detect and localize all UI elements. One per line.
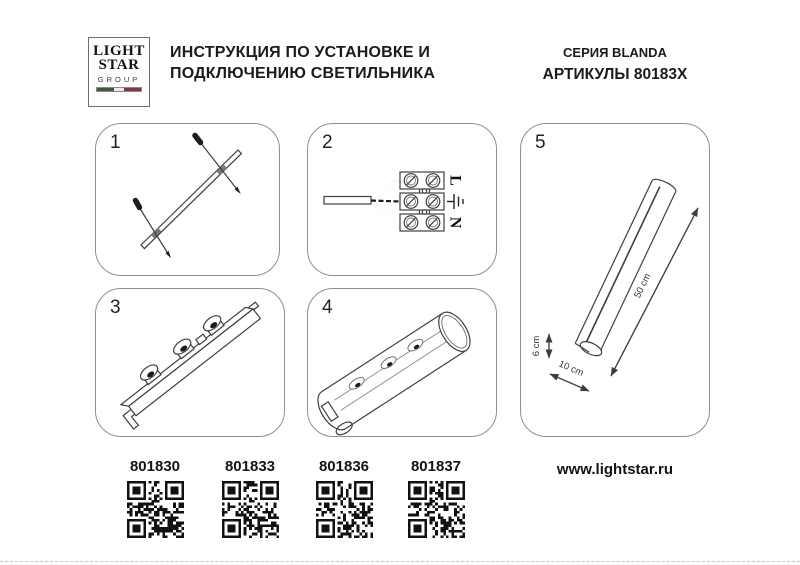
title-line-2: ПОДКЛЮЧЕНИЮ СВЕТИЛЬНИКА [170, 65, 436, 82]
qr-code [127, 481, 184, 538]
qr-code [408, 481, 465, 538]
website-url: www.lightstar.ru [556, 461, 674, 478]
height-dimension: 6 cm [531, 335, 542, 357]
neutral-label: N [446, 216, 464, 229]
product-qr-column [205, 458, 295, 543]
product-qr-column [299, 458, 389, 543]
qr-code [222, 481, 279, 538]
series-name: СЕРИЯ BLANDA [563, 45, 667, 60]
lightstar-logo [88, 37, 150, 107]
article-number: 801830 [129, 458, 181, 475]
page-title [170, 42, 435, 84]
diffuser-tube-diagram [308, 289, 498, 438]
product-qr-column [110, 458, 200, 543]
article-number: 801836 [318, 458, 370, 475]
step-number-1: 1 [110, 132, 121, 153]
product-qr-column [391, 458, 481, 543]
length-dimension: 50 cm [632, 271, 654, 300]
flag-segment-green [97, 88, 114, 91]
article-number: 801837 [410, 458, 462, 475]
logo-word-group: GROUP [97, 75, 141, 84]
step-number-5: 5 [535, 132, 546, 153]
earth-ground-icon [447, 194, 463, 209]
live-label: L [446, 175, 464, 186]
step-panel-4 [307, 288, 497, 437]
step-number-2: 2 [322, 132, 333, 153]
title-line-1: ИНСТРУКЦИЯ ПО УСТАНОВКЕ И [170, 44, 431, 61]
mounting-bar-diagram [96, 124, 281, 277]
fixture-base-diagram [96, 289, 286, 438]
articles-code: АРТИКУЛЫ 80183X [542, 66, 688, 83]
step-panel-1 [95, 123, 280, 276]
depth-dimension: 10 cm [556, 358, 586, 379]
step-panel-5 [520, 123, 710, 437]
step-number-3: 3 [110, 297, 121, 318]
logo-word-star: STAR [98, 57, 140, 73]
step-panel-3 [95, 288, 285, 437]
dimensions-diagram [521, 124, 711, 438]
qr-code [316, 481, 373, 538]
article-number: 801833 [224, 458, 276, 475]
wiring-diagram [308, 124, 498, 277]
series-info [520, 45, 710, 84]
step-panel-2 [307, 123, 497, 276]
logo-flag-bar [96, 87, 142, 92]
lamps-inside [347, 337, 425, 391]
logo-word-light: LIGHT [93, 43, 145, 59]
step-number-4: 4 [322, 297, 333, 318]
flag-segment-white [114, 88, 125, 91]
flag-segment-red [124, 88, 141, 91]
cut-line [0, 561, 800, 562]
